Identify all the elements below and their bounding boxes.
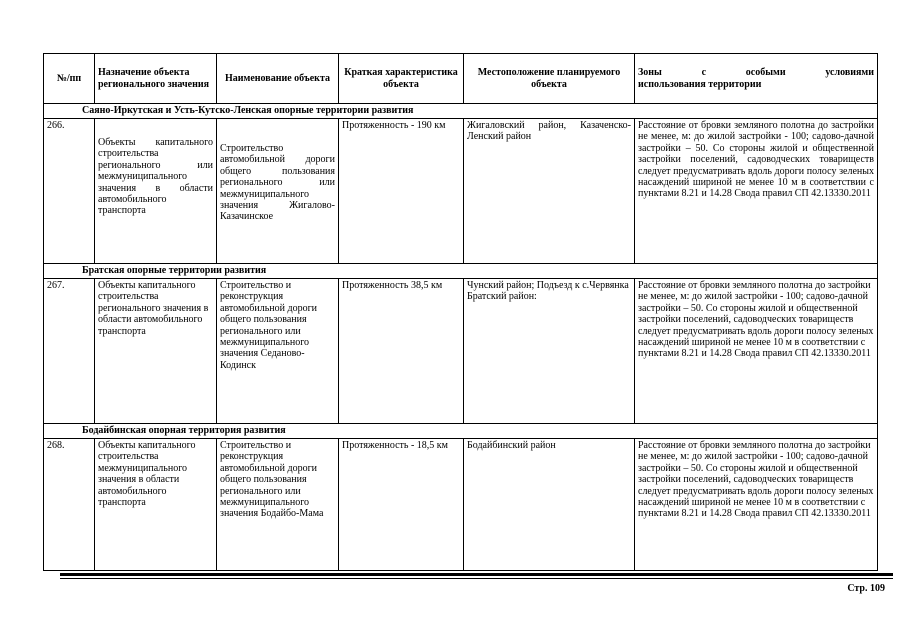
footer-divider-thin: [60, 578, 893, 579]
row-purpose: Объекты капитального строительства регионального значения в области автомобильного транспорта: [95, 279, 217, 424]
row-zones: Расстояние от бровки земляного полотна до застройки не менее, м: до жилой застройки - 100; садово-дачной застройки – 50. Со стороны жилой и общественной застройки поселений, садоводческих товариществ следует предусматривать вдоль дороги полосу зеленых насаждений шириной не менее 10 м в соответствии с пунктами 8.21 и 14.28 Свода правил СП 42.13330.2011: [635, 279, 878, 424]
row-num: 266.: [44, 119, 95, 264]
row-location: Жигаловский район, Казаченско-Ленский район: [464, 119, 635, 264]
table-header-row: [44, 54, 878, 104]
header-purpose: Назначение объекта регионального значения: [95, 54, 217, 104]
page-number: Стр. 109: [847, 583, 885, 594]
row-name: Строительство и реконструкция автомобильной дороги общего пользования регионального или межмуниципального значения Седаново-Кодинск: [217, 279, 339, 424]
header-zones: [635, 54, 878, 104]
row-purpose: Объекты капитального строительства регионального или межмуниципального значения в области автомобильного транспорта: [95, 119, 217, 264]
section-row: [44, 264, 878, 279]
table-row: [44, 119, 878, 264]
header-location: Местоположение планируемого объекта: [464, 54, 635, 104]
row-name: Строительство и реконструкция автомобильной дороги общего пользования регионального или межмуниципального значения Бодайбо-Мама: [217, 439, 339, 571]
row-brief: Протяженность 38,5 км: [339, 279, 464, 424]
footer-divider-thick: [60, 573, 893, 576]
row-zones: Расстояние от бровки земляного полотна до застройки не менее, м: до жилой застройки - 100; садово-дачной застройки – 50. Со стороны жилой и общественной застройки поселений, садоводческих товариществ следует предусматривать вдоль дороги полосу зеленых насаждений шириной не менее 10 м в соответствии с пунктами 8.21 и 14.28 Свода правил СП 42.13330.2011: [635, 119, 878, 264]
header-brief: Краткая характеристика объекта: [339, 54, 464, 104]
table-row: [44, 279, 878, 424]
objects-table: [43, 53, 878, 571]
row-brief: Протяженность - 190 км: [339, 119, 464, 264]
row-purpose: Объекты капитального строительства межмуниципального значения в области автомобильного транспорта: [95, 439, 217, 571]
row-name: Строительство автомобильной дороги общего пользования регионального или межмуниципального значения Жигалово-Казачинское: [217, 119, 339, 264]
header-name: Наименование объекта: [217, 54, 339, 104]
row-location: Чунский район; Подъезд к с.Червянка Братский район:: [464, 279, 635, 424]
table-row: [44, 439, 878, 571]
row-num: 268.: [44, 439, 95, 571]
row-brief: Протяженность - 18,5 км: [339, 439, 464, 571]
header-zones-line1: Зоны с особыми условиями: [638, 67, 874, 79]
section-title: Саяно-Иркутская и Усть-Кутско-Ленская опорные территории развития: [44, 104, 878, 119]
row-location: Бодайбинский район: [464, 439, 635, 571]
row-num: 267.: [44, 279, 95, 424]
section-row: [44, 104, 878, 119]
header-zones-line2: использования территории: [638, 78, 762, 90]
section-row: [44, 424, 878, 439]
section-title: Бодайбинская опорная территория развития: [44, 424, 878, 439]
row-zones: Расстояние от бровки земляного полотна до застройки не менее, м: до жилой застройки - 100; садово-дачной застройки – 50. Со стороны жилой и общественной застройки поселений, садоводческих товариществ следует предусматривать вдоль дороги полосу зеленых насаждений шириной не менее 10 м в соответствии с пунктами 8.21 и 14.28 Свода правил СП 42.13330.2011: [635, 439, 878, 571]
section-title: Братская опорные территории развития: [44, 264, 878, 279]
header-num: №/пп: [44, 54, 95, 104]
